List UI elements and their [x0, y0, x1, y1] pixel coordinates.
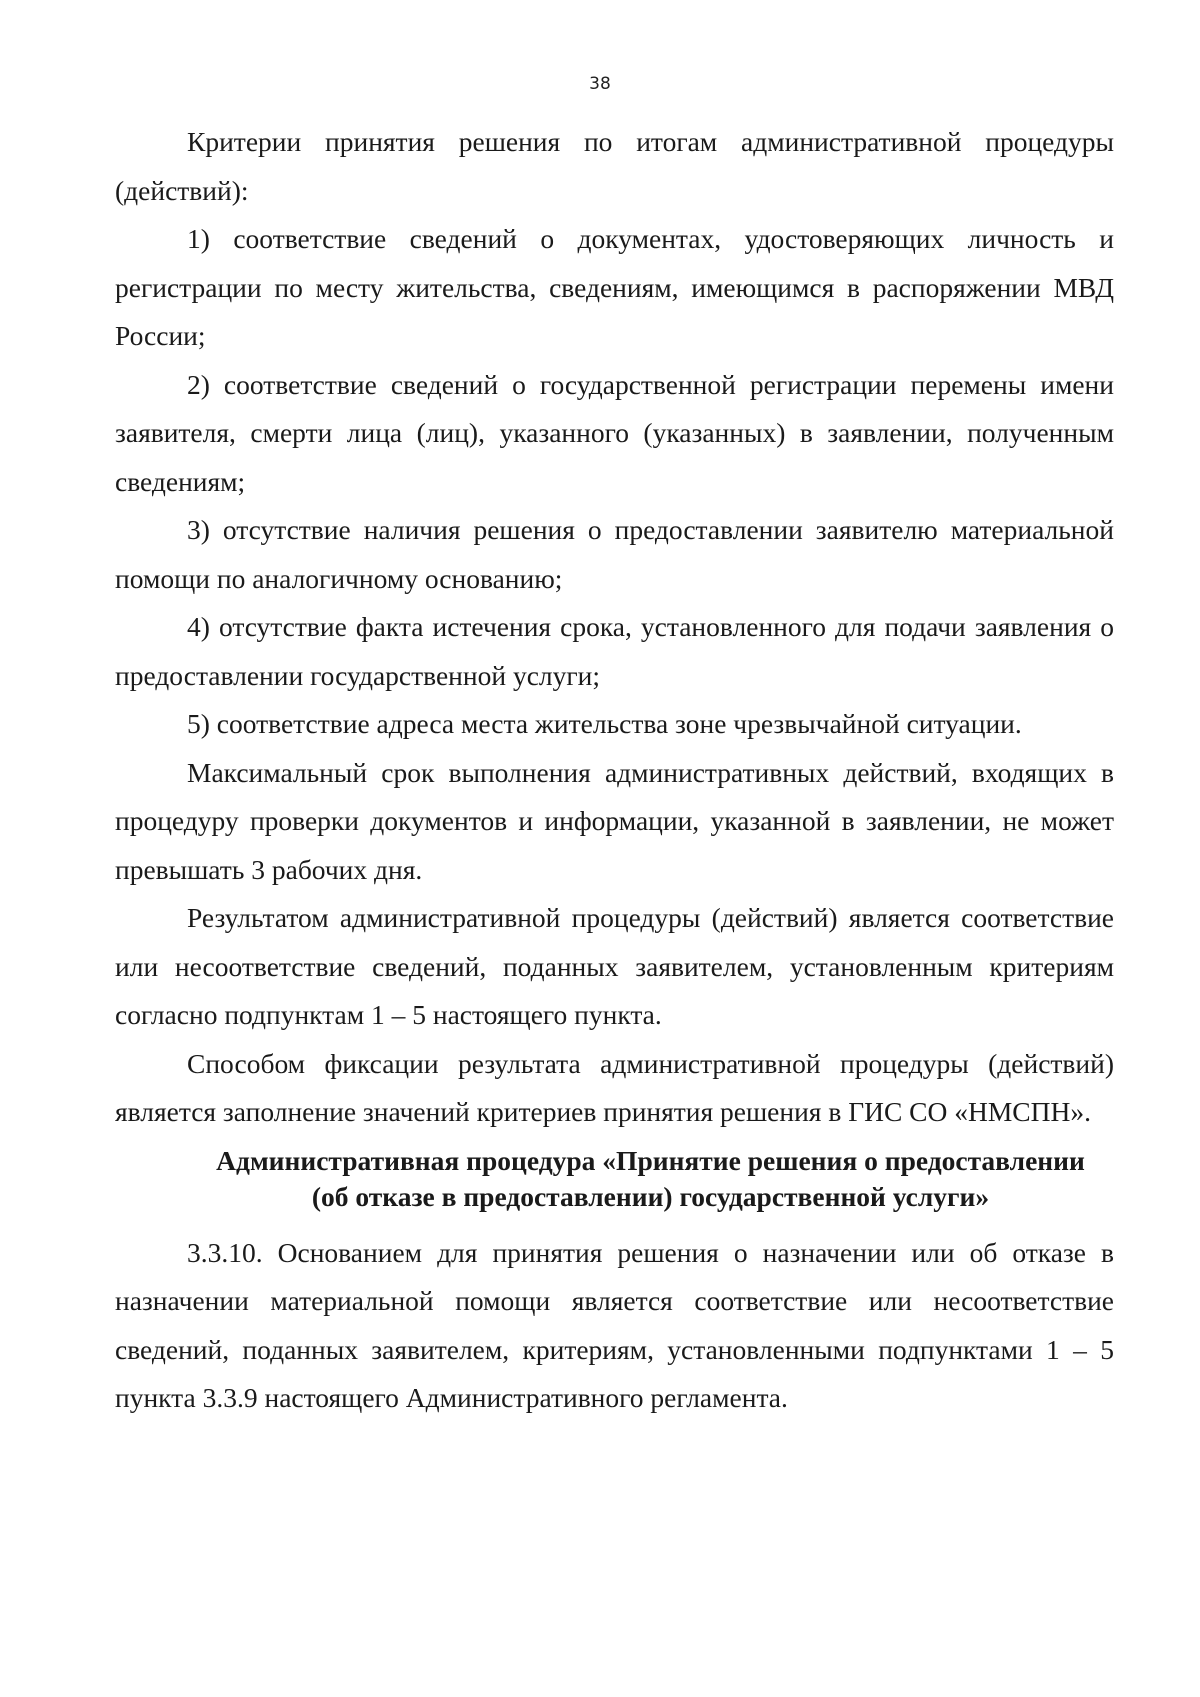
page-number: 38: [589, 74, 611, 94]
paragraph-criterion-4: 4) отсутствие факта истечения срока, установленного для подачи заявления о предоставлении государственной услуги;: [115, 611, 1114, 691]
paragraph-criterion-5: 5) соответствие адреса места жительства зоне чрезвычайной ситуации.: [187, 708, 1022, 739]
paragraph-3-3-10: 3.3.10. Основанием для принятия решения о назначении или об отказе в назначении материальной помощи является соответствие или несоответствие сведений, поданных заявителем, критериям, установленными подпунктами 1 – 5 пункта 3.3.9 настоящего Административного регламента.: [115, 1236, 1114, 1413]
paragraph-result: Результатом административной процедуры (действий) является соответствие или несоответствие сведений, поданных заявителем, установленным критериям согласно подпунктам 1 – 5 настоящего пункта.: [115, 902, 1114, 1030]
paragraph-criterion-1: 1) соответствие сведений о документах, удостоверяющих личность и регистрации по месту жительства, сведениям, имеющимся в распоряжении МВД России;: [115, 223, 1114, 351]
paragraph-fixation: Способом фиксации результата административной процедуры (действий) является заполнение значений критериев принятия решения в ГИС СО «НМСПН».: [115, 1047, 1114, 1127]
section-heading: [115, 1143, 1114, 1215]
paragraph-criteria-intro: Критерии принятия решения по итогам административной процедуры (действий):: [115, 126, 1114, 206]
section-heading-line-1: Административная процедура «Принятие решения о предоставлении: [216, 1144, 1085, 1176]
paragraph-criterion-2: 2) соответствие сведений о государственной регистрации перемены имени заявителя, смерти лица (лиц), указанного (указанных) в заявлении, полученным сведениям;: [115, 368, 1114, 497]
document-body: [115, 118, 1114, 1423]
section-heading-line-2: (об отказе в предоставлении) государственной услуги»: [311, 1180, 990, 1212]
paragraph-criterion-3: 3) отсутствие наличия решения о предоставлении заявителю материальной помощи по аналогичному основанию;: [115, 514, 1114, 594]
paragraph-max-term: Максимальный срок выполнения административных действий, входящих в процедуру проверки документов и информации, указанной в заявлении, не может превышать 3 рабочих дня.: [115, 756, 1114, 885]
